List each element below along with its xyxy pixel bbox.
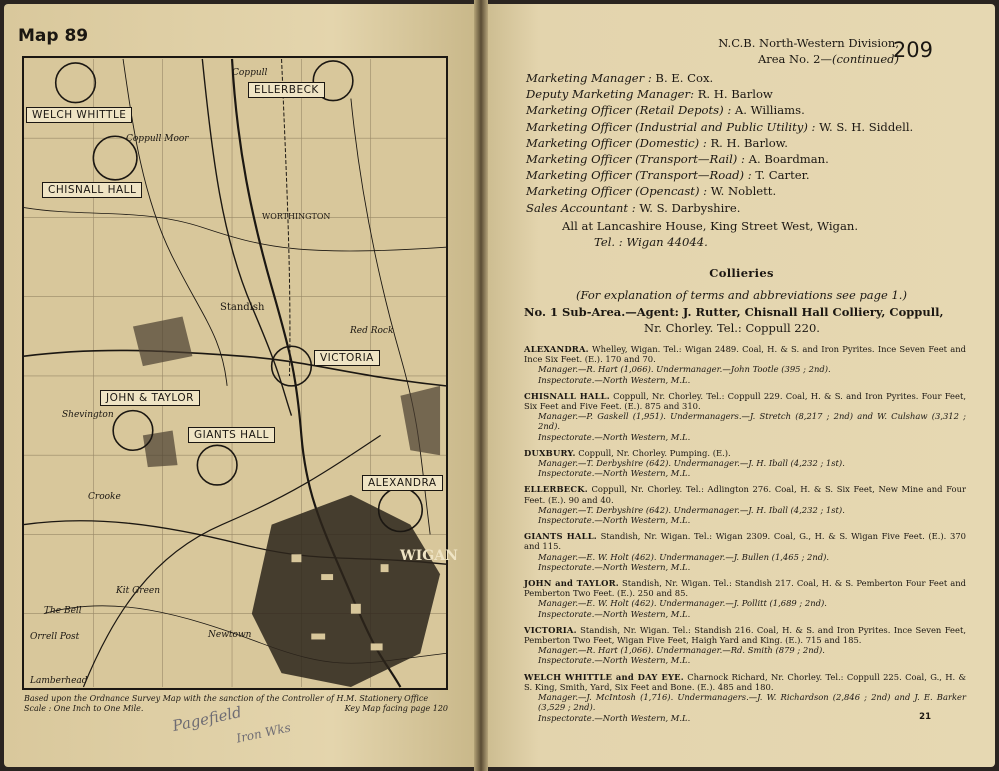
colliery-entry [524, 344, 966, 385]
map-place-wigan: WIGAN [400, 548, 458, 564]
colliery-management: Manager.—E. W. Holt (462). Undermanager.—J. Pollitt (1,689 ; 2nd). [538, 598, 827, 609]
colliery-name: GIANTS HALL. [524, 531, 597, 542]
running-header-line2: Area No. 2— [757, 51, 832, 66]
staff-list [526, 70, 986, 250]
map-place-shevington: Shevington [62, 410, 114, 420]
staff-role: Marketing Manager : [526, 71, 652, 85]
colliery-details: Coppull, Nr. Chorley. Tel.: Adlington 276. Coal, H. & S. Six Feet, New Mine and Four Feet. (E.). 90 and 40. [524, 484, 966, 505]
colliery-details: Whelley, Wigan. Tel.: Wigan 2489. Coal, H. & S. and Iron Pyrites. Ince Seven Feet and Ince Six Feet. (E.). 170 and 70. [524, 344, 966, 365]
colliery-entry [524, 531, 966, 572]
subarea-line1: No. 1 Sub-Area.—Agent: J. Rutter, Chisnall Hall Colliery, Coppull, [524, 305, 944, 319]
subarea-heading [524, 304, 964, 336]
colliery-management: Manager.—J. McIntosh (1,716). Undermanagers.—J. W. Richardson (2,846 ; 2nd) and J. E. Barker (3,529 ; 2nd). [538, 692, 966, 713]
section-title: Collieries [709, 266, 774, 280]
staff-role: Marketing Officer (Retail Depots) : [526, 103, 732, 118]
staff-name: W. S. H. Siddell. [819, 119, 914, 134]
staff-role: Deputy Marketing Manager: [526, 87, 694, 102]
explanation-note: (For explanation of terms and abbreviations see page 1.) [576, 288, 907, 302]
colliery-entry [524, 448, 966, 479]
running-header-line1: N.C.B. North-Western Division, [718, 36, 899, 50]
map-caption-source: Based upon the Ordnance Survey Map with the sanction of the Controller of H.M. Stationery Office [24, 694, 429, 703]
map-place-kit-green: Kit Green [116, 586, 161, 596]
map-place-newtown: Newtown [208, 630, 252, 640]
colliery-name: VICTORIA. [524, 624, 577, 635]
map-place-standish: Standish [220, 302, 265, 313]
colliery-inspectorate: Inspectorate.—North Western, M.L. [538, 712, 691, 723]
staff-row [526, 86, 986, 102]
footer-number: 21 [919, 712, 931, 722]
colliery-entry [524, 391, 966, 442]
staff-role: Sales Accountant : [526, 200, 636, 215]
staff-name: T. Carter. [755, 168, 810, 183]
colliery-management: Manager.—E. W. Holt (462). Undermanager.—J. Bullen (1,465 ; 2nd). [538, 551, 830, 562]
colliery-inspectorate: Inspectorate.—North Western, M.L. [538, 608, 691, 619]
map-tag-chisnall-hall: CHISNALL HALL [42, 182, 142, 198]
staff-role: Marketing Officer (Domestic) : [526, 135, 707, 150]
colliery-management: Manager.—R. Hart (1,066). Undermanager.—Rd. Smith (879 ; 2nd). [538, 645, 825, 656]
colliery-details: Standish, Nr. Wigan. Tel.: Wigan 2309. Coal, G., H. & S. Wigan Five Feet. (E.). 370 and 115. [524, 531, 966, 552]
map-place-crooke: Crooke [88, 492, 121, 502]
map-place-coppull-moor: Coppull Moor [126, 134, 189, 144]
colliery-management: Manager.—T. Derbyshire (642). Undermanager.—J. H. Iball (4,232 ; 1st). [538, 458, 845, 469]
staff-row [526, 119, 986, 135]
colliery-name: DUXBURY. [524, 447, 576, 458]
colliery-inspectorate: Inspectorate.—North Western, M.L. [538, 561, 691, 572]
page-number: 209 [892, 38, 933, 62]
staff-row [526, 102, 986, 118]
staff-role: Marketing Officer (Transport—Rail) : [526, 152, 745, 167]
colliery-details: Coppull, Nr. Chorley. Tel.: Coppull 229. Coal, H. & S. and Iron Pyrites. Four Feet, Six Feet and Five Feet. (E.). 875 and 310. [524, 390, 966, 412]
staff-role: Marketing Officer (Opencast) : [526, 184, 708, 199]
map-tag-ellerbeck: ELLERBECK [248, 82, 325, 98]
colliery-inspectorate: Inspectorate.—North Western, M.L. [538, 431, 691, 442]
map-place-worthington: WORTHINGTON [262, 212, 331, 221]
colliery-inspectorate: Inspectorate.—North Western, M.L. [538, 468, 691, 479]
colliery-entry [524, 578, 966, 619]
map [22, 56, 458, 690]
colliery-details: Charnock Richard, Nr. Chorley. Tel.: Coppull 225. Coal, G., H. & S. King, Smith, Yard, Six Feet and Bone. (E.). 485 and 180. [524, 671, 966, 692]
subarea-line2: Nr. Chorley. Tel.: Coppull 220. [644, 321, 820, 335]
map-place-lamberhead: Lamberhead [30, 676, 88, 686]
map-place-orrell-post: Orrell Post [30, 632, 80, 642]
address-line: All at Lancashire House, King Street West, Wigan. [562, 218, 859, 233]
colliery-name: WELCH WHITTLE and DAY EYE. [524, 671, 684, 682]
address-tel: Tel. : Wigan 44044. [594, 235, 708, 250]
colliery-management: Manager.—P. Gaskell (1,951). Undermanagers.—J. Stretch (8,217 ; 2nd) and W. Culshaw (3,312 ; 2nd). [538, 411, 966, 432]
staff-row [526, 200, 986, 216]
staff-name: W. S. Darbyshire. [639, 200, 741, 215]
staff-row [526, 70, 986, 86]
left-page [4, 4, 474, 767]
map-tag-victoria: VICTORIA [314, 350, 380, 366]
staff-name: R. H. Barlow. [710, 135, 788, 150]
colliery-inspectorate: Inspectorate.—North Western, M.L. [538, 515, 691, 526]
colliery-details: Coppull, Nr. Chorley. Pumping. (E.). [578, 447, 731, 458]
staff-row [526, 151, 986, 167]
map-caption-scale: Scale : One Inch to One Mile. [24, 704, 144, 713]
handwritten-note-2: Iron Wks [235, 720, 292, 746]
staff-role: Marketing Officer (Industrial and Public Utility) : [526, 119, 816, 134]
map-place-the-bell: The Bell [44, 606, 82, 616]
staff-name: W. Noblett. [710, 184, 777, 199]
book-gutter [474, 0, 488, 771]
colliery-name: ALEXANDRA. [524, 344, 589, 354]
colliery-inspectorate: Inspectorate.—North Western, M.L. [538, 655, 691, 666]
staff-name: A. Williams. [734, 103, 805, 118]
staff-row [526, 183, 986, 199]
map-tag-welch-whittle: WELCH WHITTLE [26, 107, 132, 123]
colliery-name: JOHN and TAYLOR. [524, 578, 619, 589]
colliery-management: Manager.—R. Hart (1,066). Undermanager.—John Tootle (395 ; 2nd). [538, 364, 831, 375]
colliery-details: Standish, Nr. Wigan. Tel.: Standish 217. Coal, H. & S. Pemberton Four Feet and Pemberton Two Feet. (E.). 250 and 85. [524, 578, 967, 599]
colliery-entry [524, 672, 966, 723]
map-tag-alexandra: ALEXANDRA [362, 475, 443, 491]
staff-row [526, 167, 986, 183]
staff-name: A. Boardman. [748, 152, 829, 167]
map-drawing [24, 58, 446, 688]
staff-row [526, 135, 986, 151]
colliery-inspectorate: Inspectorate.—North Western, M.L. [538, 374, 691, 385]
colliery-management: Manager.—T. Derbyshire (642). Undermanager.—J. H. Iball (4,232 ; 1st). [538, 504, 845, 515]
colliery-name: ELLERBECK. [524, 484, 588, 495]
running-header [718, 36, 899, 67]
map-label: Map 89 [18, 26, 89, 46]
colliery-details: Standish, Nr. Wigan. Tel.: Standish 216. Coal, H. & S. and Iron Pyrites. Ince Seven Feet, Pemberton Two Feet, Wigan Five Feet, Haigh Yard and King. (E.). 715 and 185. [524, 624, 966, 646]
colliery-entry [524, 625, 966, 666]
map-tag-giants-hall: GIANTS HALL [188, 427, 275, 443]
colliery-entry [524, 484, 966, 525]
staff-name: B. E. Cox. [655, 71, 714, 85]
map-place-red-rock: Red Rock [350, 326, 394, 336]
staff-name: R. H. Barlow [697, 87, 773, 102]
map-tag-john-taylor: JOHN & TAYLOR [100, 390, 200, 406]
running-header-continued: (continued) [831, 51, 899, 66]
colliery-list [524, 344, 966, 729]
colliery-name: CHISNALL HALL. [524, 390, 610, 401]
staff-role: Marketing Officer (Transport—Road) : [526, 168, 752, 183]
map-place-coppull: Coppull [232, 68, 268, 78]
right-page [488, 4, 995, 767]
handwritten-note: Pagefield [170, 702, 244, 736]
map-caption-key: Key Map facing page 120 [344, 704, 448, 713]
